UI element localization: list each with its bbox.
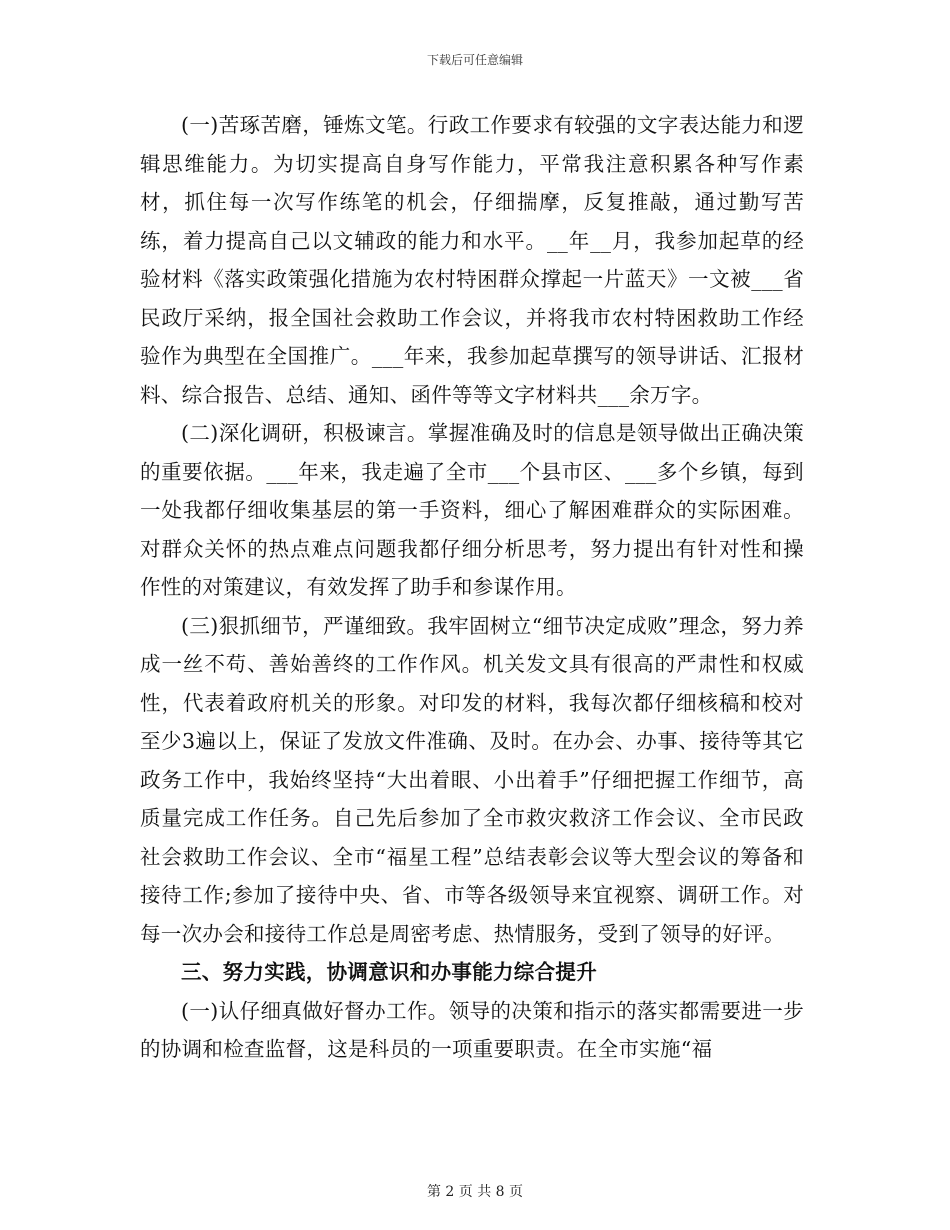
section-heading: 三、努力实践，协调意识和办事能力综合提升 <box>181 960 597 984</box>
paragraph-details: (三)狠抓细节，严谨细致。我牢固树立“细节决定成败”理念，努力养成一丝不苟、善始善终的工作作风。机关发文具有很高的严肃性和权威性，代表着政府机关的形象。对印发的材料，我每次都仔细核稿和校对至少3遍以上，保证了发放文件准确、及时。在办会、办事、接待等其它政务工作中，我始终坚持“大出着眼、小出着手”仔细把握工作细节，高质量完成工作任务。自己先后参加了全市救灾救济工作会议、全市民政社会救助工作会议、全市“福星工程”总结表彰会议等大型会议的筹备和接待工作;参加了接待中央、省、市等各级领导来宜视察、调研工作。对每一次办会和接待工作总是周密考虑、热情服务，受到了领导的好评。 <box>140 613 804 946</box>
page-number: 第 2 页 共 8 页 <box>426 1184 524 1200</box>
paragraph-supervision: (一)认仔细真做好督办工作。领导的决策和指示的落实都需要进一步的协调和检查监督，这是科员的一项重要职责。在全市实施“福 <box>140 998 804 1061</box>
paragraph-research: (二)深化调研，积极谏言。掌握准确及时的信息是领导做出正确决策的重要依据。___年来，我走遍了全市___个县市区、___多个乡镇，每到一处我都仔细收集基层的第一手资料，细心了解困难群众的实际困难。对群众关怀的热点难点问题我都仔细分析思考，努力提出有针对性和操作性的对策建议，有效发挥了助手和参谋作用。 <box>140 421 804 599</box>
page-header-note: 下载后可任意编辑 <box>426 53 523 67</box>
paragraph-writing-skills: (一)苦琢苦磨，锤炼文笔。行政工作要求有较强的文字表达能力和逻辑思维能力。为切实提高自身写作能力，平常我注意积累各种写作素材，抓住每一次写作练笔的机会，仔细揣摩，反复推敲，通过勤写苦练，着力提高自己以文辅政的能力和水平。__年__月，我参加起草的经验材料《落实政策强化措施为农村特困群众撑起一片蓝天》一文被___省民政厅采纳，报全国社会救助工作会议，并将我市农村特困救助工作经验作为典型在全国推广。___年来，我参加起草撰写的领导讲话、汇报材料、综合报告、总结、通知、函件等等文字材料共___余万字。 <box>140 113 804 407</box>
document-body <box>140 106 804 1069</box>
